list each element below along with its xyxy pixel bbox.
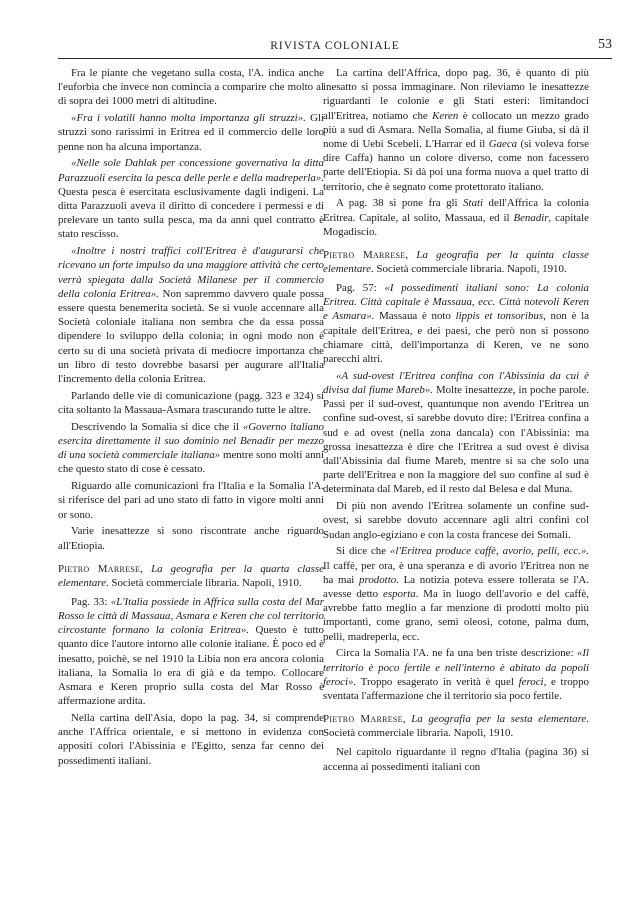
page-number: 53 — [598, 37, 612, 52]
reference-title: La geografia per la sesta elementare — [411, 713, 587, 726]
reference-author: Pietro Marrese — [58, 562, 141, 575]
reference-author: Pietro Marrese — [323, 713, 403, 726]
paragraph-mareb: «A sud-ovest l'Eritrea confina con l'Abissinia da cui è divisa dal fiume Mareb». Molte inesattezze, in poche parole. Passi per il sud-ovest, quantunque non avendo l'Eritrea un confine sud-ovest, si sarebbe dovuto dire: l'Eritrea confina a sud e ad ovest (nella zona dancala) con l'Abissinia: ma grossa inesattezza è dire che l'Eritrea a sud ovest è divisa dall'Abissinia dal fiume Mareb, mentre si sa che solo una parte dell'Eritrea e non la maggiore del suo confine al sud è determinata dal Mareb, ed il resto dal Belesa e dal Muna. — [323, 369, 589, 496]
paragraph-traffici: «Inoltre i nostri traffici coll'Eritrea è d'augurarsi che ricevano un forte impulso da una maggiore attività che certo verrà spiegata dalla Società Milanese per il commercio della colonia Eritrea». Non sapremmo davvero quale possa essere questa benemerita società. Se si vuole accennare alla Società coloniale italiana non sembra che da essa possa dipendere lo sviluppo della colonia; in ogni modo non è certo su di una società privata di mediocre importanza che un libro di testo dovrebbe basarsi per augurare all'Italia l'incremento della colonia Eritrea. — [58, 245, 324, 386]
paragraph-pag38: A pag. 38 si pone fra gli Stati dell'Affrica la colonia Eritrea. Capitale, al solito, Massaua, ed il Benadir, capitale Mogadiscio. — [323, 197, 589, 238]
paragraph-cartina-affrica: La cartina dell'Affrica, dopo pag. 36, è quanto di più inesatto si possa immaginare. Non rileviamo le inesattezze riguardanti le colonie e gli Stati esteri: limitandoci all'Eritrea, notiamo che Keren è collocato un mezzo grado più a sud di Asmara. Nella Somalia, al fiume Giuba, si dà il nome di Uebi Scebeli. L'Harrar ed il Gaeca (si voleva forse dire Caffa) hanno un colore diverso, come non facessero parte dell'Etiopia. Si dà poi una forma nuova a quel tratto di territorio, che è segnato come protettorato italiano. — [323, 67, 590, 193]
right-column — [323, 66, 589, 776]
quote-prodotti: «l'Eritrea produce caffè, avorio, pelli, ecc.». — [389, 545, 589, 558]
quote-struzzi: «Fra i volatili hanno molta importanza gli struzzi». — [71, 112, 306, 125]
paragraph-comunicazione: Parlando delle vie di comunicazione (pagg. 323 e 324) si cita soltanto la Massaua-Asmara trascurando tutte le altre. — [58, 389, 324, 417]
quote-pag57: «I possedimenti italiani sono: La colonia Eritrea. Città capitale è Massaua, ecc. Città notevoli Keren e Asmara». — [323, 282, 590, 323]
quote-pag33: «L'Italia possiede in Affrica sulla costa del Mar Rosso le città di Massaua, Asmara e Keren che col territorio circostante formano la colonia Eritrea». — [58, 595, 324, 637]
paragraph-pag57: Pag. 57: «I possedimenti italiani sono: La colonia Eritrea. Città capitale è Massaua, ecc. Città notevoli Keren e Asmara». Massaua è noto lippis et tonsoribus, non è la capitale dell'Eritrea, e dei paesi, che però non si possono chiamare città, dell'importanza di Keren, ve ne sono parecchi altri. — [323, 282, 590, 366]
quote-dahlak: «Nelle sole Dahlak per concessione governativa la ditta Parazzuoli esercita la pesca delle perle e della madreperla». — [58, 157, 324, 184]
page-header — [58, 36, 612, 59]
paragraph-pag33: Pag. 33: «L'Italia possiede in Affrica sulla costa del Mar Rosso le città di Massaua, Asmara e Keren che col territorio circostante formano la colonia Eritrea». Questo è tutto quanto dice l'autore intorno alle colonie italiane. È poco ed è inesatto, poichè, se nel 1910 la Libia non era ancora colonia italiana, la Somalia lo era di già e da tempo. Collocare Asmara e Keren proprio sulla costa del Mar Rosso è affermazione ardita. — [58, 595, 324, 708]
paragraph-euforbia: Fra le piante che vegetano sulla costa, l'A. indica anche l'euforbia che invece non comincia a comparire che molto al di sopra dei 1000 metri di altitudine. — [58, 67, 324, 108]
running-title: RIVISTA COLONIALE — [270, 40, 400, 52]
reference-title: La geografia per la quarta classe elementare — [58, 562, 324, 589]
quote-traffici: «Inoltre i nostri traffici coll'Eritrea è d'augurarsi che ricevano un forte impulso da una maggiore attività che certo verrà spiegata dalla Società Milanese per il commercio della colonia Eritrea». — [58, 245, 324, 300]
reference-author: Pietro Marrese — [323, 249, 406, 262]
paragraph-somalia-governo: Descrivendo la Somalia si dice che il «Governo italiano esercita direttamente il suo dominio nel Benadir per mezzo di una società commerciale italiana» mentre sono molti anni che questo stato di cose è cessato. — [58, 420, 324, 476]
paragraph-cartina-asia: Nella cartina dell'Asia, dopo la pag. 34, si comprende anche l'Affrica orientale, e si mettono in evidenza con appositi colori l'Abissinia e l'Egitto, senza far cenno dei possedimenti italiani. — [58, 712, 324, 767]
book-reference-quarta: Pietro Marrese, La geografia per la quarta classe elementare. Società commerciale libraria. Napoli, 1910. — [58, 562, 324, 589]
reference-title: La geografia per la quinta classe elementare — [323, 249, 589, 276]
paragraph-confini: Di più non avendo l'Eritrea solamente un confine sud-ovest, si sarebbe dovuto accennare agli altri confini col Sudan anglo-egiziano e con la costa francese dei Somali. — [323, 500, 589, 541]
book-reference-quinta: Pietro Marrese, La geografia per la quinta classe elementare. Società commerciale libraria. Napoli, 1910. — [323, 249, 589, 276]
paragraph-regno-italia: Nel capitolo riguardante il regno d'Italia (pagina 36) si accenna ai possedimenti italiani con — [323, 746, 589, 773]
quote-mareb: «A sud-ovest l'Eritrea confina con l'Abissinia da cui è divisa dal fiume Mareb». — [323, 369, 589, 397]
paragraph-somalia-descrizione: Circa la Somalia l'A. ne fa una ben triste descrizione: «Il territorio è poco fertile e nell'interno è abitato da popoli feroci». Troppo esagerato in verità è quel feroci, e troppo sventata l'affermazione che il territorio sia poco fertile. — [323, 647, 589, 703]
paragraph-dahlak: «Nelle sole Dahlak per concessione governativa la ditta Parazzuoli esercita la pesca delle perle e della madreperla». Questa pesca è esercitata esclusivamente dagli indigeni. La ditta Parazzuoli aveva il diritto di concedere i permessi e di prelevare un tanto sulla pesca, ma da anni quel contratto è stato rescisso. — [58, 157, 324, 241]
paragraph-comunicazioni-somalia: Riguardo alle comunicazioni fra l'Italia e la Somalia l'A. si riferisce del pari ad uno stato di fatto in vigore molti anni or sono. — [58, 480, 324, 521]
quote-somalia: «Il territorio è poco fertile e nell'interno è abitato da popoli feroci». — [323, 647, 589, 688]
left-column — [58, 66, 324, 770]
book-reference-sesta: Pietro Marrese, La geografia per la sesta elementare. Società commerciale libraria. Napoli, 1910. — [323, 713, 589, 740]
paragraph-prodotti: Si dice che «l'Eritrea produce caffè, avorio, pelli, ecc.». Il caffè, per ora, è una speranza e di avorio l'Eritrea non ne ha mai prodotto. La notizia poteva essere tollerata se l'A. avesse detto esporta. Ma in luogo dell'avorio e del caffè, avrebbe fatto meglio a far menzione di prodotti molto più importanti, come grano, semi oleosi, cotone, palma dum, pelli, madreperla, ecc. — [323, 545, 589, 643]
paragraph-etiopia: Varie inesattezze si sono riscontrate anche riguardo all'Etiopia. — [58, 525, 324, 552]
paragraph-struzzi: «Fra i volatili hanno molta importanza gli struzzi». Gli struzzi sono rarissimi in Eritrea ed il commercio delle loro penne non ha alcuna importanza. — [58, 112, 324, 153]
quote-governo: «Governo italiano esercita direttamente il suo dominio nel Benadir per mezzo di una società commerciale italiana» — [58, 420, 324, 462]
